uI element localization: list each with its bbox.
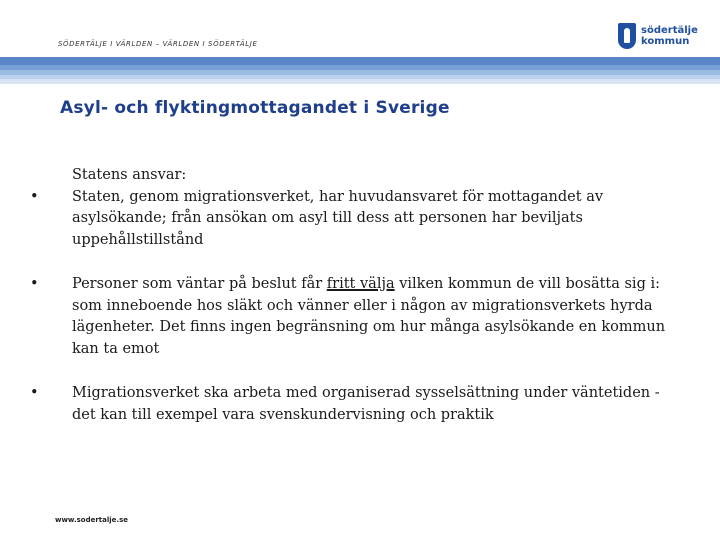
bullet-icon: • (30, 188, 39, 205)
footer-url: www.sodertalje.se (55, 516, 128, 524)
header-stripes (0, 57, 720, 87)
list-item (28, 165, 668, 187)
header-stripe (0, 79, 720, 84)
statens-ansvar-label: Statens ansvar: (72, 167, 187, 183)
sodertalje-logo (618, 20, 698, 52)
logo-line-1: södertälje (641, 25, 698, 36)
list-item (28, 383, 668, 426)
bullet-2-before: Personer som väntar på beslut får (72, 276, 327, 292)
bullet-2-underlined: fritt välja (326, 276, 395, 292)
list-item (28, 274, 668, 360)
bullet-text-2 (72, 274, 668, 360)
header-tagline: SÖDERTÄLJE I VÄRLDEN – VÄRLDEN I SÖDERTÄLJE (58, 40, 258, 48)
bullet-text-1: Staten, genom migrationsverket, har huvudansvaret för mottagandet av asylsökande; från ansökan om asyl till dess att personen har beviljats uppehållstillstånd (72, 188, 604, 248)
slide-title: Asyl- och flyktingmottagandet i Sverige (60, 98, 450, 118)
shield-icon (618, 23, 636, 49)
header-stripe (0, 57, 720, 65)
bullet-2-after: vilken kommun de vill bosätta sig i: som inneboende hos släkt och vänner eller i någon av migrationsverkets hyrda lägenheter. Det finns ingen begränsning om hur många asylsökande en kommun kan ta emot (72, 276, 666, 357)
list-item (28, 187, 668, 252)
logo-text (641, 25, 698, 47)
bullet-list (28, 165, 668, 426)
bullet-text-3: Migrationsverket ska arbeta med organiserad sysselsättning under väntetiden - det kan till exempel vara svenskundervisning och praktik (72, 385, 660, 423)
bullet-icon: • (30, 276, 39, 292)
bullet-icon: • (30, 385, 39, 401)
logo-line-2: kommun (641, 36, 690, 47)
